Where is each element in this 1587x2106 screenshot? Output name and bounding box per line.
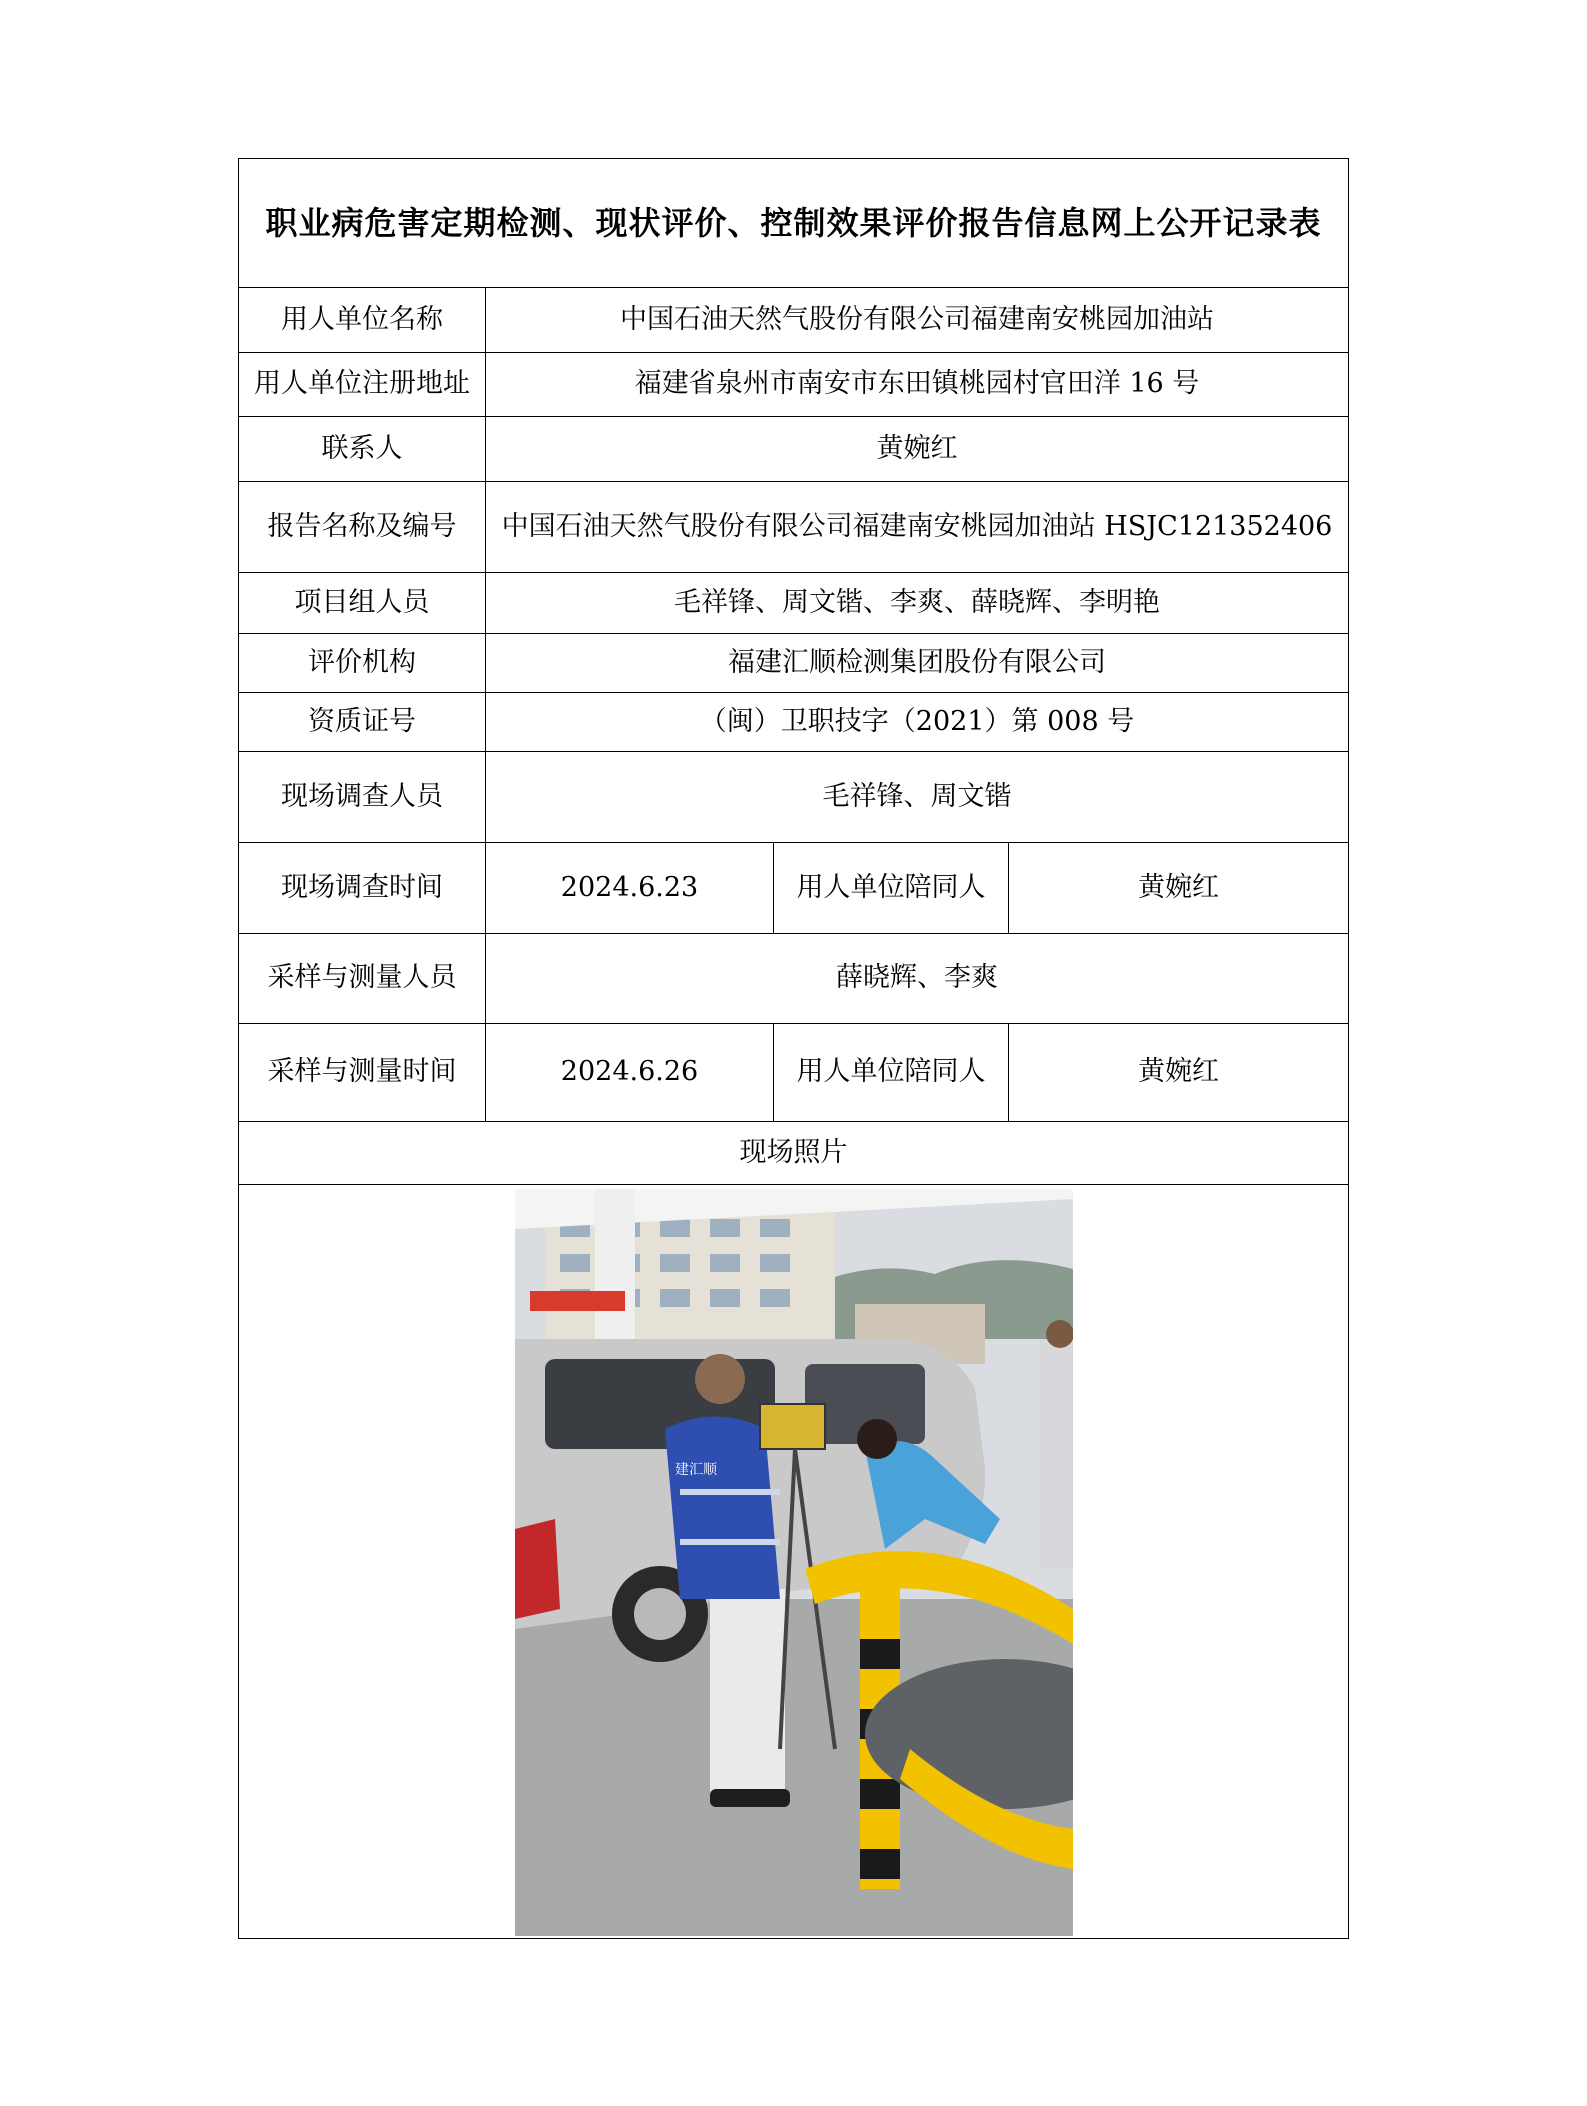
- row-agency: [239, 634, 1349, 693]
- photo-canopy-pillar: [595, 1189, 635, 1359]
- survey-time-label: 现场调查时间: [239, 843, 486, 934]
- sampling-time-value: 2024.6.26: [486, 1024, 774, 1122]
- form-title: 职业病危害定期检测、现状评价、控制效果评价报告信息网上公开记录表: [239, 159, 1349, 288]
- row-sampling-time: [239, 1024, 1349, 1122]
- photo-vest-text: 建汇顺: [674, 1462, 717, 1478]
- photo-cell: [239, 1185, 1349, 1939]
- cert-value: （闽）卫职技字（2021）第 008 号: [486, 693, 1349, 752]
- row-employer-name: [239, 288, 1349, 353]
- record-table: [238, 158, 1349, 1939]
- row-team: [239, 573, 1349, 634]
- row-survey-staff: [239, 752, 1349, 843]
- cert-label: 资质证号: [239, 693, 486, 752]
- report-value: 中国石油天然气股份有限公司福建南安桃园加油站 HSJC121352406: [486, 482, 1349, 573]
- photo-worker-legs: [710, 1589, 785, 1799]
- sampling-companion-value: 黄婉红: [1009, 1024, 1349, 1122]
- survey-staff-value: 毛祥锋、周文锴: [486, 752, 1349, 843]
- photo-label: 现场照片: [239, 1122, 1349, 1185]
- contact-label: 联系人: [239, 417, 486, 482]
- contact-value: 黄婉红: [486, 417, 1349, 482]
- employer-address-value: 福建省泉州市南安市东田镇桃园村官田洋 16 号: [486, 353, 1349, 417]
- row-contact: [239, 417, 1349, 482]
- photo-van-taillight: [515, 1519, 560, 1619]
- site-photo: [515, 1189, 1073, 1936]
- photo-bystander: [1040, 1339, 1073, 1569]
- photo-sampler-device: [760, 1404, 825, 1449]
- row-sampling-staff: [239, 934, 1349, 1024]
- sampling-companion-label: 用人单位陪同人: [774, 1024, 1009, 1122]
- survey-companion-value: 黄婉红: [1009, 843, 1349, 934]
- agency-label: 评价机构: [239, 634, 486, 693]
- report-label: 报告名称及编号: [239, 482, 486, 573]
- sampling-staff-value: 薛晓辉、李爽: [486, 934, 1349, 1024]
- photo-worker-head: [695, 1354, 745, 1404]
- title-row: [239, 159, 1349, 288]
- employer-address-label: 用人单位注册地址: [239, 353, 486, 417]
- row-survey-time: [239, 843, 1349, 934]
- team-value: 毛祥锋、周文锴、李爽、薛晓辉、李明艳: [486, 573, 1349, 634]
- photo-worker-shoes: [710, 1789, 790, 1807]
- survey-time-value: 2024.6.23: [486, 843, 774, 934]
- row-photo: [239, 1185, 1349, 1939]
- photo-red-sign: [530, 1291, 625, 1311]
- employer-name-value: 中国石油天然气股份有限公司福建南安桃园加油站: [486, 288, 1349, 353]
- row-photo-label: [239, 1122, 1349, 1185]
- row-employer-address: [239, 353, 1349, 417]
- sampling-time-label: 采样与测量时间: [239, 1024, 486, 1122]
- sampling-staff-label: 采样与测量人员: [239, 934, 486, 1024]
- team-label: 项目组人员: [239, 573, 486, 634]
- photo-attendant-head: [857, 1419, 897, 1459]
- employer-name-label: 用人单位名称: [239, 288, 486, 353]
- row-report: [239, 482, 1349, 573]
- survey-staff-label: 现场调查人员: [239, 752, 486, 843]
- row-cert: [239, 693, 1349, 752]
- record-form: [238, 158, 1348, 1939]
- survey-companion-label: 用人单位陪同人: [774, 843, 1009, 934]
- agency-value: 福建汇顺检测集团股份有限公司: [486, 634, 1349, 693]
